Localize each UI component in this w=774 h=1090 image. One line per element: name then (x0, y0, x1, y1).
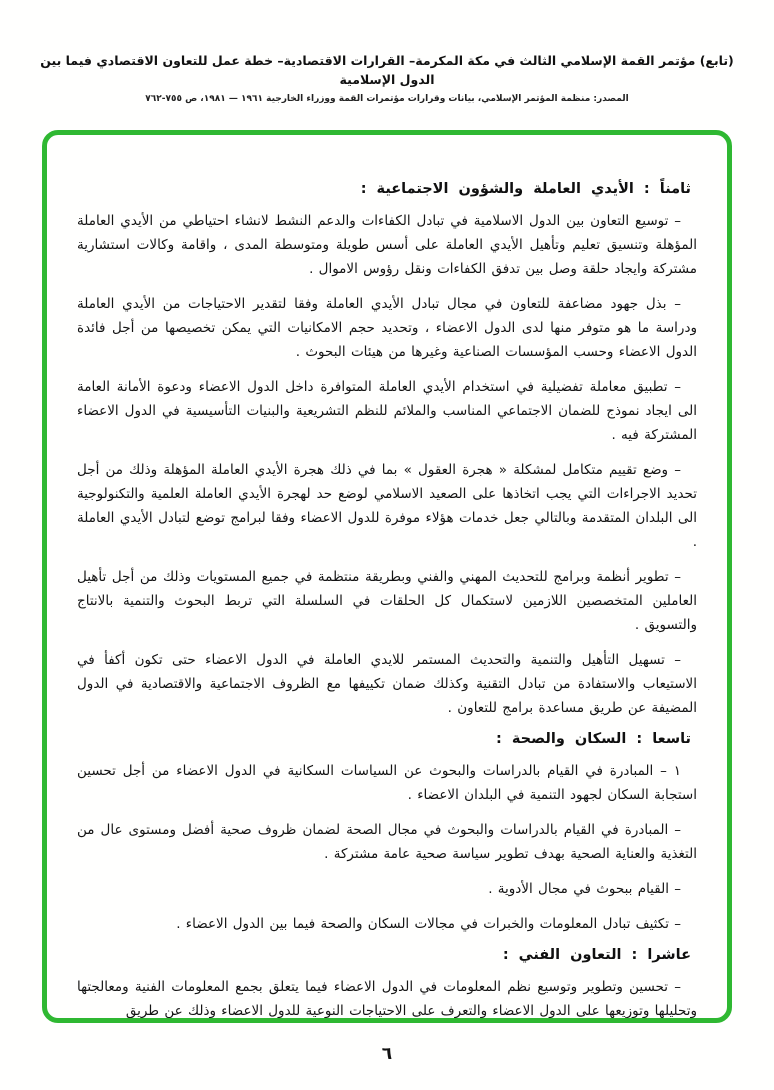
section-heading-eighth: ثامناً : الأيدي العاملة والشؤون الاجتماعية : (360, 180, 691, 197)
section-technical-cooperation (77, 947, 697, 1023)
section-heading-ninth: تاسعا : السكان والصحة : (496, 730, 691, 747)
paragraph: – المبادرة في القيام بالدراسات والبحوث في مجال الصحة لضمان ظروف صحية أفضل ومستوى عال من التغذية والعناية الصحية بهدف تطوير سياسة صحية عامة مشتركة . (77, 821, 697, 862)
document-source-line: المصدر: منظمة المؤتمر الإسلامي، بيانات وقرارات مؤتمرات القمة ووزراء الخارجية ١٩٦١ — ١٩٨١، ص ٧٥٥-٧٦٢ (145, 93, 629, 104)
page-footer (0, 1044, 774, 1064)
paragraph: – تحسين وتطوير وتوسيع نظم المعلومات في الدول الاعضاء فيما يتعلق بجمع المعلومات الفنية ومعالجتها وتحليلها وتوزيعها على الدول الاعضاء والتعرف على الاحتياجات النوعية للدول الاعضاء وذلك عن طريق (77, 978, 697, 1019)
paragraph: – تطوير أنظمة وبرامج للتحديث المهني والفني وبطريقة منتظمة في جميع المستويات وذلك من أجل تأهيل العاملين المتخصصين اللازمين لاستكمال كل الحلقات في السلسلة التي تربط البحوث والتنمية بالانتاج والتسويق . (77, 568, 697, 633)
paragraph: – تطبيق معاملة تفضيلية في استخدام الأيدي العاملة المتوافرة داخل الدول الاعضاء ودعوة الأمانة العامة الى ايجاد نموذج للضمان الاجتماعي المناسب والملائم للنظم التشريعية والبنيات التأسيسية في الدول الاعضاء المشتركة فيه . (77, 378, 697, 443)
section-labour-social-affairs (77, 181, 697, 720)
document-title: (تابع) مؤتمر القمة الإسلامي الثالث في مكة المكرمة– القرارات الاقتصادية– خطة عمل للتعاون الاقتصادي فيما بين الدول الإسلامية (40, 53, 734, 87)
paragraph: ١ – المبادرة في القيام بالدراسات والبحوث عن السياسات السكانية في الدول الاعضاء من أجل تحسين استجابة السكان لجهود التنمية في البلدان الاعضاء . (77, 762, 697, 803)
document-body (77, 181, 697, 1023)
section-heading-tenth: عاشرا : التعاون الفني : (502, 946, 691, 963)
page-number: ٦ (381, 1044, 393, 1064)
paragraph: – توسيع التعاون بين الدول الاسلامية في تبادل الكفاءات والدعم النشط لانشاء احتياطي من الأيدي العاملة المؤهلة وتنسيق تعليم وتأهيل الأيدي العاملة على أسس طويلة ومتوسطة المدى ، واقامة وكالات استشارية مشتركة وايجاد حلقة وصل بين تدفق الكفاءات ونقل رؤوس الاموال . (77, 212, 697, 277)
document-header (0, 0, 774, 104)
paragraph: – بذل جهود مضاعفة للتعاون في مجال تبادل الأيدي العاملة وفقا لتقدير الاحتياجات من الأيدي العاملة ودراسة ما هو متوفر منها لدى الدول الاعضاء ، وتحديد حجم الامكانيات التي يمكن تخصيصها من أجل فائدة الدول الاعضاء وحسب المؤسسات الصناعية وغيرها من هيئات البحوث . (77, 295, 697, 360)
green-content-frame (42, 130, 732, 1023)
paragraph: – تسهيل التأهيل والتنمية والتحديث المستمر للايدي العاملة في الدول الاعضاء حتى تكون أكفأ في الاستيعاب والاستفادة من تبادل التقنية وكذلك ضمان تكييفها مع الظروف الاجتماعية والاقتصادية في الدول المضيفة عن طريق مساعدة برامج للتعاون . (77, 651, 697, 716)
paragraph: – القيام ببحوث في مجال الأدوية . (488, 880, 681, 897)
paragraph: – وضع تقييم متكامل لمشكلة « هجرة العقول » بما في ذلك هجرة الأيدي العاملة المؤهلة وذلك من أجل تحديد الاجراءات التي يجب اتخاذها على الصعيد الاسلامي لوضع حد لهجرة الأيدي العاملة العلمية والتكنولوجية الى البلدان المتقدمة وبالتالي جعل خدمات هؤلاء موفرة للدول الاعضاء وفقا لبرامج توضع لتبادل الأيدي العاملة . (77, 461, 697, 550)
paragraph: – تكثيف تبادل المعلومات والخبرات في مجالات السكان والصحة فيما بين الدول الاعضاء . (176, 915, 681, 932)
section-population-health (77, 731, 697, 936)
